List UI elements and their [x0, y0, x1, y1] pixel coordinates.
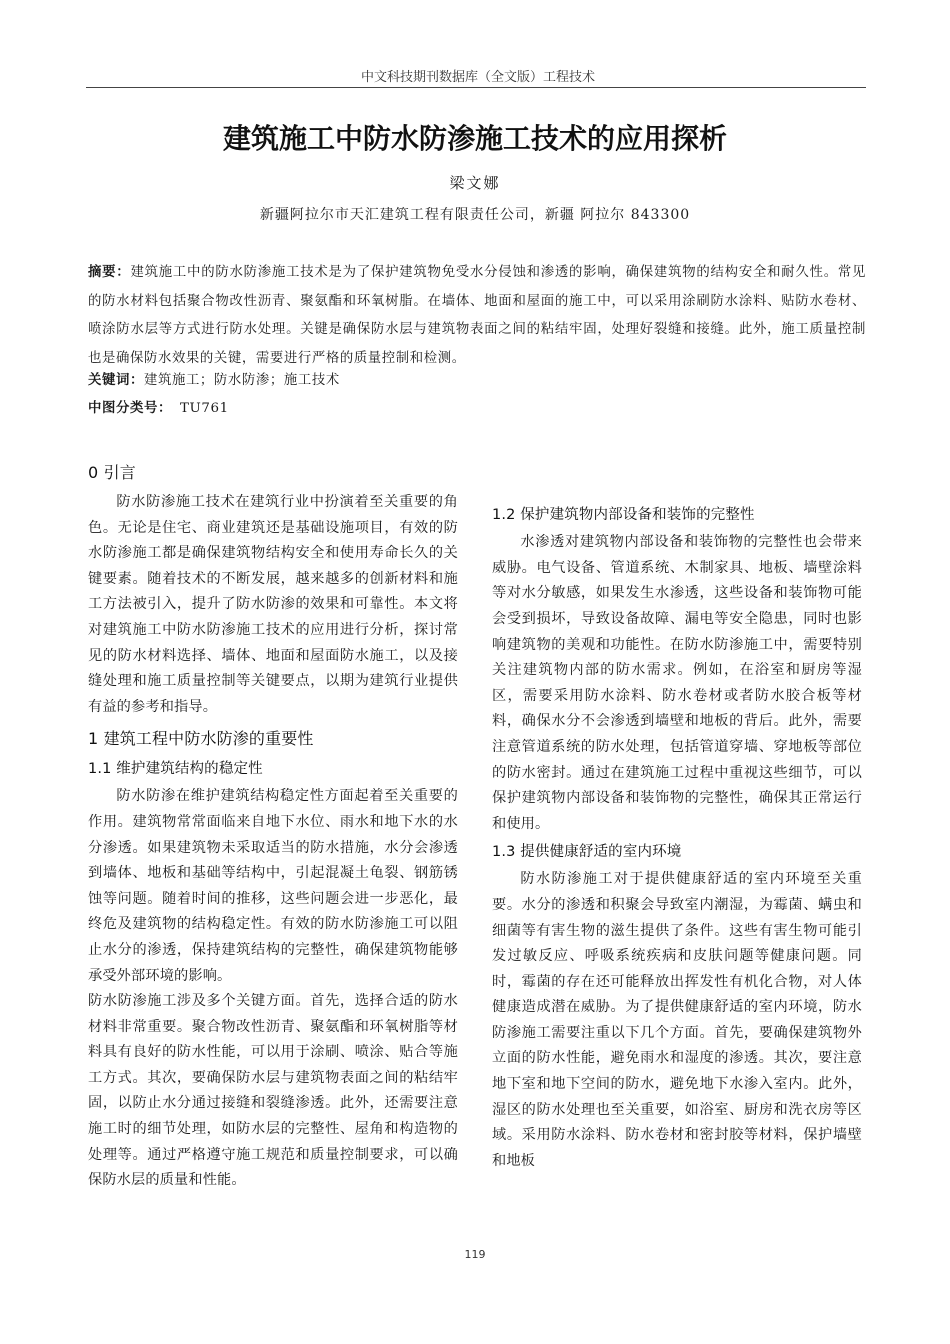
section-heading-1: 1 建筑工程中防水防渗的重要性	[88, 729, 314, 749]
paragraph: 水渗透对建筑物内部设备和装饰物的完整性也会带来威胁。电气设备、管道系统、木制家具、地板、墙壁涂料等对水分敏感，如果发生水渗透，这些设备和装饰物可能会受到损坏，导致设备故障、漏电等安全隐患，同时也影响建筑物的美观和功能性。在防水防渗施工中，需要特别关注建筑物内部的防水需求。例如，在浴室和厨房等湿区，需要采用防水涂料、防水卷材或者防水胶合板等材料，确保水分不会渗透到墙壁和地板的背后。此外，需要注意管道系统的防水处理，包括管道穿墙、穿地板等部位的防水密封。通过在建筑施工过程中重视这些细节，可以保护建筑物内部设备和装饰物的完整性，确保其正常运行和使用。	[492, 534, 862, 832]
paragraph: 防水防渗施工对于提供健康舒适的室内环境至关重要。水分的渗透和积聚会导致室内潮湿，为霉菌、螨虫和细菌等有害生物的滋生提供了条件。这些有害生物可能引发过敏反应、呼吸系统疾病和皮肤问题等健康问题。同时，霉菌的存在还可能释放出挥发性有机化合物，对人体健康造成潜在威胁。为了提供健康舒适的室内环境，防水防渗施工需要注重以下几个方面。首先，要确保建筑物外立面的防水性能，避免雨水和湿度的渗透。其次，要注意地下室和地下空间的防水，避免地下水渗入室内。此外，湿区的防水处理也至关重要，如浴室、厨房和洗衣房等区域。采用防水涂料、防水卷材和密封胶等材料，保护墙壁和地板	[492, 871, 862, 1169]
right-column	[492, 449, 862, 1174]
abstract-text: 建筑施工中的防水防渗施工技术是为了保护建筑物免受水分侵蚀和渗透的影响，确保建筑物的结构安全和耐久性。常见的防水材料包括聚合物改性沥青、聚氨酯和环氧树脂。在墙体、地面和屋面的施工中，可以采用涂刷防水涂料、贴防水卷材、喷涂防水层等方式进行防水处理。关键是确保防水层与建筑物表面之间的粘结牢固，处理好裂缝和接缝。此外，施工质量控制也是确保防水效果的关键，需要进行严格的质量控制和检测。	[88, 265, 866, 366]
keywords-line	[88, 369, 340, 388]
paragraph: 防水防渗施工涉及多个关键方面。首先，选择合适的防水材料非常重要。聚合物改性沥青、聚氨酯和环氧树脂等材料具有良好的防水性能，可以用于涂刷、喷涂、贴合等施工方式。其次，要确保防水层与建筑物表面之间的粘结牢固，以防止水分通过接缝和裂缝渗透。此外，还需要注意施工时的细节处理，如防水层的完整性、屋角和构造物的处理等。通过严格遵守施工规范和质量控制要求，可以确保防水层的质量和性能。	[88, 993, 458, 1189]
subsection-heading-1-2: 1.2 保护建筑物内部设备和装饰的完整性	[492, 507, 755, 524]
paragraph: 防水防渗在维护建筑结构稳定性方面起着至关重要的作用。建筑物常常面临来自地下水位、雨水和地下水的水分渗透。如果建筑物未采取适当的防水措施，水分会渗透到墙体、地板和基础等结构中，引起混凝土龟裂、钢筋锈蚀等问题。随着时间的推移，这些问题会进一步恶化，最终危及建筑物的结构稳定性。有效的防水防渗施工可以阻止水分的渗透，保持建筑结构的完整性，确保建筑物能够承受外部环境的影响。	[88, 788, 458, 984]
author-affiliation: 新疆阿拉尔市天汇建筑工程有限责任公司，新疆 阿拉尔 843300	[259, 207, 691, 223]
author-name: 梁文娜	[449, 174, 501, 192]
abstract	[88, 259, 866, 373]
journal-header: 中文科技期刊数据库（全文版）工程技术	[360, 70, 595, 85]
left-column	[88, 454, 458, 1194]
classification-label: 中图分类号：	[88, 401, 172, 416]
subsection-heading-1-1: 1.1 维护建筑结构的稳定性	[88, 761, 263, 778]
keywords-label: 关键词：	[88, 373, 144, 388]
paragraph: 防水防渗施工技术在建筑行业中扮演着至关重要的角色。无论是住宅、商业建筑还是基础设施项目，有效的防水防渗施工都是确保建筑物结构安全和使用寿命长久的关键要素。随着技术的不断发展，越来越多的创新材料和施工方法被引入，提升了防水防渗的效果和可靠性。本文将对建筑施工中防水防渗施工技术的应用进行分析，探讨常见的防水材料选择、墙体、地面和屋面防水施工，以及接缝处理和施工质量控制等关键要点，以期为建筑行业提供有益的参考和指导。	[88, 494, 458, 715]
classification-code: TU761	[179, 401, 229, 416]
subsection-heading-1-3: 1.3 提供健康舒适的室内环境	[492, 844, 682, 861]
keywords-text: 建筑施工；防水防渗；施工技术	[143, 373, 340, 388]
section-heading-0: 0 引言	[88, 463, 136, 482]
page-number: 119	[464, 1248, 486, 1261]
continued-text-clip	[492, 449, 862, 500]
abstract-label: 摘要：	[88, 265, 131, 280]
header-rule	[86, 87, 866, 88]
classification-line	[88, 397, 229, 416]
article-title: 建筑施工中防水防渗施工技术的应用探析	[222, 122, 727, 155]
